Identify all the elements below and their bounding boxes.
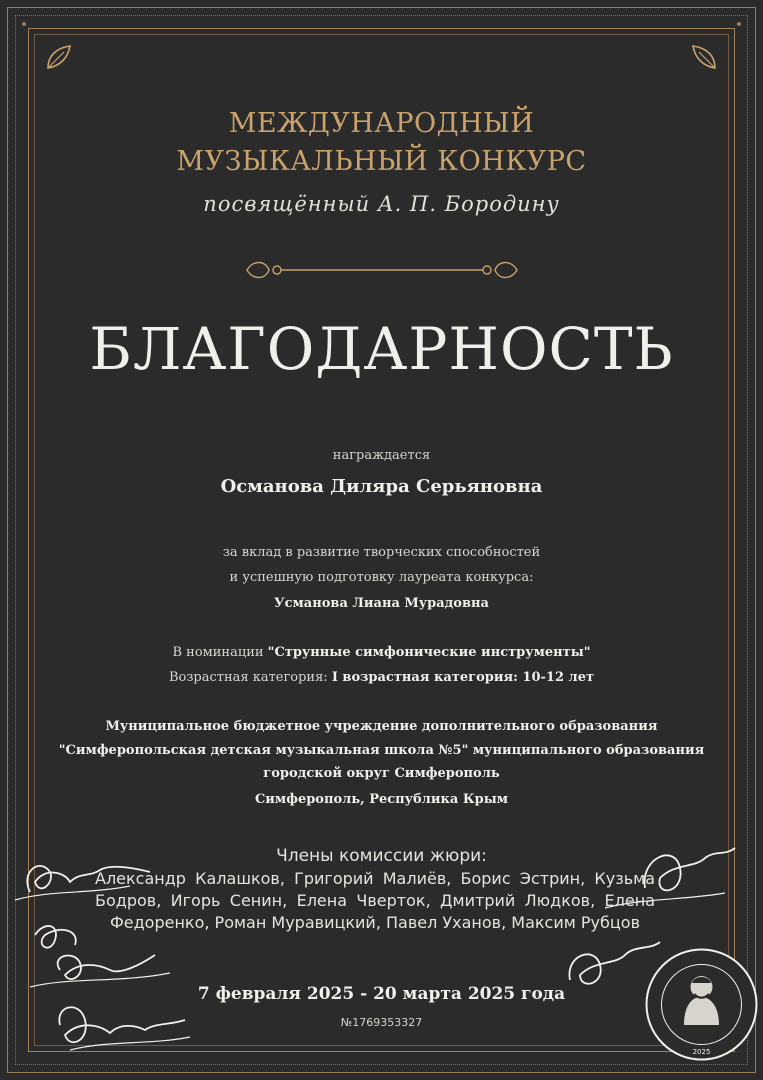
institution-line3: городской округ Симферополь xyxy=(263,766,500,781)
contest-title-line1: МЕЖДУНАРОДНЫЙ xyxy=(228,108,535,139)
leaf-corner-icon xyxy=(689,42,719,72)
contest-dates: 7 февраля 2025 - 20 марта 2025 года xyxy=(197,984,566,1004)
certificate-number: №1769353327 xyxy=(340,1016,423,1029)
recipient-name: Османова Диляра Серьяновна xyxy=(220,476,543,497)
institution-line2: "Симферопольская детская музыкальная школа №5" муниципального образования xyxy=(58,743,705,758)
contest-title-line2: МУЗЫКАЛЬНЫЙ КОНКУРС xyxy=(176,146,587,177)
age-category-value: I возрастная категория: 10-12 лет xyxy=(331,670,595,685)
frame-corner-dot-icon xyxy=(729,14,749,34)
nomination-label: В номинации xyxy=(172,645,268,660)
contest-seal-icon xyxy=(644,947,759,1062)
signature-icon xyxy=(585,838,745,928)
jury-title: Члены комиссии жюри: xyxy=(276,846,487,866)
leaf-corner-icon xyxy=(44,42,74,72)
age-category-label: Возрастная категория: xyxy=(168,670,332,685)
institution-city: Симферополь, Республика Крым xyxy=(254,792,509,807)
frame-corner-dot-icon xyxy=(14,14,34,34)
nomination-value: "Струнные симфонические инструменты" xyxy=(267,645,591,660)
jury-members: Александр Калашков, Григорий Малиёв, Борис Эстрин, Кузьма Бодров, Игорь Сенин, Елена Чверток, Дмитрий Людков, Елена Федоренко, Роман Муравицкий, Павел Уханов, Максим Рубцов xyxy=(95,869,655,932)
age-category-line xyxy=(0,670,763,685)
contest-subtitle: посвящённый А. П. Бородину xyxy=(203,192,560,216)
contribution-line1: за вклад в развитие творческих способностей xyxy=(222,545,541,560)
divider-ornament-icon xyxy=(243,258,521,282)
seal-year: 2025 xyxy=(692,1048,711,1056)
signature-icon xyxy=(40,995,200,1065)
document-title: БЛАГОДАРНОСТЬ xyxy=(89,315,674,383)
institution-line1: Муниципальное бюджетное учреждение дополнительного образования xyxy=(105,719,658,734)
contribution-line2: и успешную подготовку лауреата конкурса: xyxy=(229,570,534,585)
awarded-label: награждается xyxy=(332,448,431,463)
signature-icon xyxy=(10,852,160,912)
nomination-line xyxy=(0,645,763,660)
laureate-name: Усманова Лиана Мурадовна xyxy=(274,596,489,611)
